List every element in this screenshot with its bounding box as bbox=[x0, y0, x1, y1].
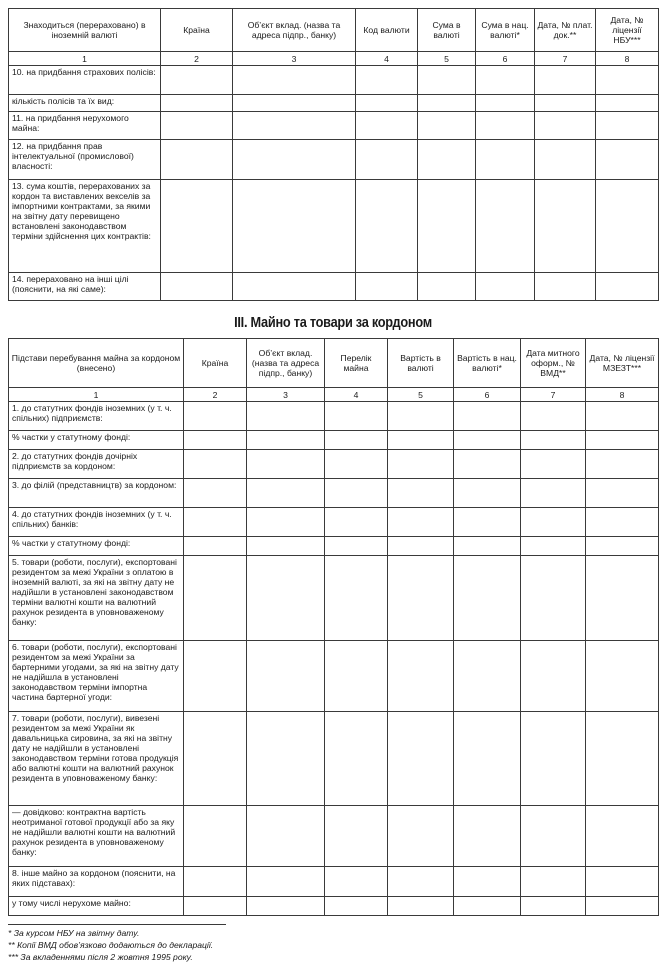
column-number: 1 bbox=[9, 52, 161, 66]
input-cell[interactable] bbox=[521, 431, 586, 450]
table1-header-row bbox=[9, 9, 659, 52]
input-cell[interactable] bbox=[521, 537, 586, 556]
input-cell[interactable] bbox=[247, 556, 325, 641]
input-cell[interactable] bbox=[388, 556, 454, 641]
footnote-divider bbox=[8, 924, 226, 925]
input-cell[interactable] bbox=[586, 508, 659, 537]
input-cell[interactable] bbox=[596, 95, 659, 112]
header-payment-doc-date-number: Дата, № плат. док.** bbox=[535, 9, 596, 52]
column-number: 5 bbox=[418, 52, 476, 66]
header-country: Країна bbox=[184, 339, 247, 388]
input-cell[interactable] bbox=[521, 867, 586, 897]
input-cell[interactable] bbox=[325, 431, 388, 450]
input-cell[interactable] bbox=[586, 479, 659, 508]
input-cell[interactable] bbox=[161, 66, 233, 95]
row-label-share-percent: % частки у статутному фонді: bbox=[9, 431, 184, 450]
table-row bbox=[9, 897, 659, 916]
header-value-in-currency: Вартість в валюті bbox=[388, 339, 454, 388]
input-cell[interactable] bbox=[325, 556, 388, 641]
input-cell[interactable] bbox=[521, 806, 586, 867]
table-row bbox=[9, 450, 659, 479]
input-cell[interactable] bbox=[521, 450, 586, 479]
input-cell[interactable] bbox=[521, 712, 586, 806]
input-cell[interactable] bbox=[596, 140, 659, 180]
table-row bbox=[9, 140, 659, 180]
input-cell[interactable] bbox=[418, 273, 476, 301]
column-number: 4 bbox=[325, 388, 388, 402]
header-amount-in-currency: Сума в валюті bbox=[418, 9, 476, 52]
column-number: 2 bbox=[161, 52, 233, 66]
input-cell[interactable] bbox=[247, 641, 325, 712]
input-cell[interactable] bbox=[161, 140, 233, 180]
input-cell[interactable] bbox=[454, 867, 521, 897]
table-row bbox=[9, 867, 659, 897]
input-cell[interactable] bbox=[356, 140, 418, 180]
header-value-in-national-currency: Вартість в нац. валюті* bbox=[454, 339, 521, 388]
input-cell[interactable] bbox=[233, 140, 356, 180]
row-label-including-real-estate: у тому числі нерухоме майно: bbox=[9, 897, 184, 916]
row-label-branches: 3. до філій (представництв) за кордоном: bbox=[9, 479, 184, 508]
input-cell[interactable] bbox=[233, 112, 356, 140]
input-cell[interactable] bbox=[454, 641, 521, 712]
input-cell[interactable] bbox=[476, 273, 535, 301]
input-cell[interactable] bbox=[521, 556, 586, 641]
input-cell[interactable] bbox=[247, 897, 325, 916]
input-cell[interactable] bbox=[476, 66, 535, 95]
input-cell[interactable] bbox=[521, 508, 586, 537]
input-cell[interactable] bbox=[586, 556, 659, 641]
input-cell[interactable] bbox=[454, 508, 521, 537]
table-row bbox=[9, 556, 659, 641]
input-cell[interactable] bbox=[325, 641, 388, 712]
input-cell[interactable] bbox=[535, 273, 596, 301]
input-cell[interactable] bbox=[247, 431, 325, 450]
input-cell[interactable] bbox=[388, 641, 454, 712]
input-cell[interactable] bbox=[388, 508, 454, 537]
column-number: 2 bbox=[184, 388, 247, 402]
input-cell[interactable] bbox=[454, 556, 521, 641]
footnote-nbu-rate: * За курсом НБУ на звітну дату. bbox=[8, 928, 140, 938]
header-investment-object: Об’єкт вклад. (назва та адреса підпр., банку) bbox=[233, 9, 356, 52]
table1-column-numbers-row bbox=[9, 52, 659, 66]
input-cell[interactable] bbox=[233, 180, 356, 273]
input-cell[interactable] bbox=[454, 450, 521, 479]
row-label-foreign-enterprises-funds: 1. до статутних фондів іноземних (у т. ч. спільних) підприємств: bbox=[9, 402, 184, 431]
column-number: 3 bbox=[233, 52, 356, 66]
row-label-reference-contract-value: — довідково: контрактна вартість неотриманої готової продукції або за яку не надійшли валютні кошти на валютний рахунок резидента в уповноваженому банку: bbox=[9, 806, 184, 867]
column-number: 4 bbox=[356, 52, 418, 66]
input-cell[interactable] bbox=[454, 712, 521, 806]
header-currency-code: Код валюти bbox=[356, 9, 418, 52]
table-row bbox=[9, 712, 659, 806]
table-row bbox=[9, 273, 659, 301]
input-cell[interactable] bbox=[586, 712, 659, 806]
input-cell[interactable] bbox=[454, 479, 521, 508]
input-cell[interactable] bbox=[476, 95, 535, 112]
input-cell[interactable] bbox=[325, 479, 388, 508]
input-cell[interactable] bbox=[161, 273, 233, 301]
input-cell[interactable] bbox=[418, 112, 476, 140]
footnote-investments-date: *** За вкладеннями після 2 жовтня 1995 року. bbox=[8, 952, 193, 962]
header-property-list: Перелік майна bbox=[325, 339, 388, 388]
input-cell[interactable] bbox=[247, 537, 325, 556]
input-cell[interactable] bbox=[388, 867, 454, 897]
input-cell[interactable] bbox=[325, 712, 388, 806]
input-cell[interactable] bbox=[521, 402, 586, 431]
row-label-intellectual-property: 12. на придбання прав інтелектуальної (промислової) власності: bbox=[9, 140, 161, 180]
row-label-other-property: 8. інше майно за кордоном (пояснити, на яких підставах): bbox=[9, 867, 184, 897]
column-number: 7 bbox=[535, 52, 596, 66]
header-grounds-for-property-abroad: Підстави перебування майна за кордоном (внесено) bbox=[9, 339, 184, 388]
header-amount-in-national-currency: Сума в нац. валюті* bbox=[476, 9, 535, 52]
row-label-other-purposes: 14. перераховано на інші цілі (пояснити, на які саме): bbox=[9, 273, 161, 301]
row-label-share-percent: % частки у статутному фонді: bbox=[9, 537, 184, 556]
input-cell[interactable] bbox=[454, 537, 521, 556]
input-cell[interactable] bbox=[476, 180, 535, 273]
row-label-import-contracts: 13. сума коштів, перерахованих за кордон та виставлених векселів за імпортними контрактами, за якими на звітну дату перевищено встановлені законодавством терміни здійснення цих контрактів: bbox=[9, 180, 161, 273]
input-cell[interactable] bbox=[454, 897, 521, 916]
input-cell[interactable] bbox=[418, 140, 476, 180]
input-cell[interactable] bbox=[161, 180, 233, 273]
column-number: 3 bbox=[247, 388, 325, 402]
input-cell[interactable] bbox=[586, 537, 659, 556]
input-cell[interactable] bbox=[247, 402, 325, 431]
table-row bbox=[9, 806, 659, 867]
input-cell[interactable] bbox=[247, 450, 325, 479]
input-cell[interactable] bbox=[184, 806, 247, 867]
input-cell[interactable] bbox=[388, 897, 454, 916]
input-cell[interactable] bbox=[184, 479, 247, 508]
table-row bbox=[9, 180, 659, 273]
input-cell[interactable] bbox=[596, 273, 659, 301]
input-cell[interactable] bbox=[418, 66, 476, 95]
input-cell[interactable] bbox=[535, 180, 596, 273]
header-transferred-in-foreign-currency: Знаходиться (перераховано) в іноземній валюті bbox=[9, 9, 161, 52]
input-cell[interactable] bbox=[521, 897, 586, 916]
input-cell[interactable] bbox=[454, 402, 521, 431]
input-cell[interactable] bbox=[596, 180, 659, 273]
input-cell[interactable] bbox=[325, 537, 388, 556]
footnotes bbox=[8, 927, 213, 963]
row-label-tolling-raw-materials: 7. товари (роботи, послуги), вивезені резидентом за межі України як давальницька сировина, за які на звітну дату не надійшли в установлені законодавством терміни готова продукція або валютні кошти на валютний рахунок резидента в уповноваженому банку: bbox=[9, 712, 184, 806]
table-row bbox=[9, 508, 659, 537]
input-cell[interactable] bbox=[233, 66, 356, 95]
input-cell[interactable] bbox=[247, 479, 325, 508]
input-cell[interactable] bbox=[184, 897, 247, 916]
column-number: 8 bbox=[596, 52, 659, 66]
input-cell[interactable] bbox=[247, 806, 325, 867]
row-label-exported-goods-currency: 5. товари (роботи, послуги), експортовані резидентом за межі України з оплатою в іноземній валюті, за які на звітну дату не надійшли в установлені законодавством терміни валютні кошти на валютний рахунок резидента в уповноваженому банку: bbox=[9, 556, 184, 641]
input-cell[interactable] bbox=[586, 867, 659, 897]
input-cell[interactable] bbox=[356, 95, 418, 112]
table-row bbox=[9, 112, 659, 140]
currency-transfers-table bbox=[8, 8, 659, 301]
input-cell[interactable] bbox=[586, 641, 659, 712]
column-number: 7 bbox=[521, 388, 586, 402]
input-cell[interactable] bbox=[325, 402, 388, 431]
table-row bbox=[9, 431, 659, 450]
table-row bbox=[9, 479, 659, 508]
input-cell[interactable] bbox=[388, 479, 454, 508]
input-cell[interactable] bbox=[184, 450, 247, 479]
column-number: 6 bbox=[476, 52, 535, 66]
header-nbu-license-date-number: Дата, № ліцензії НБУ*** bbox=[596, 9, 659, 52]
input-cell[interactable] bbox=[325, 450, 388, 479]
input-cell[interactable] bbox=[247, 712, 325, 806]
section-title: III. Майно та товари за кордоном bbox=[234, 315, 432, 331]
table-row bbox=[9, 641, 659, 712]
input-cell[interactable] bbox=[418, 180, 476, 273]
input-cell[interactable] bbox=[247, 508, 325, 537]
input-cell[interactable] bbox=[356, 112, 418, 140]
input-cell[interactable] bbox=[325, 508, 388, 537]
input-cell[interactable] bbox=[161, 95, 233, 112]
property-abroad-table bbox=[8, 338, 659, 916]
table-row bbox=[9, 95, 659, 112]
column-number: 5 bbox=[388, 388, 454, 402]
input-cell[interactable] bbox=[454, 806, 521, 867]
input-cell[interactable] bbox=[586, 402, 659, 431]
table-row bbox=[9, 537, 659, 556]
input-cell[interactable] bbox=[356, 180, 418, 273]
column-number: 8 bbox=[586, 388, 659, 402]
input-cell[interactable] bbox=[184, 641, 247, 712]
input-cell[interactable] bbox=[184, 537, 247, 556]
input-cell[interactable] bbox=[535, 95, 596, 112]
header-country: Країна bbox=[161, 9, 233, 52]
table-row bbox=[9, 402, 659, 431]
input-cell[interactable] bbox=[184, 431, 247, 450]
input-cell[interactable] bbox=[184, 402, 247, 431]
input-cell[interactable] bbox=[233, 273, 356, 301]
input-cell[interactable] bbox=[356, 66, 418, 95]
input-cell[interactable] bbox=[184, 508, 247, 537]
input-cell[interactable] bbox=[356, 273, 418, 301]
header-customs-clearance-date: Дата митного оформ., № ВМД** bbox=[521, 339, 586, 388]
input-cell[interactable] bbox=[388, 537, 454, 556]
input-cell[interactable] bbox=[521, 641, 586, 712]
header-investment-object: Об’єкт вклад. (назва та адреса підпр., банку) bbox=[247, 339, 325, 388]
input-cell[interactable] bbox=[247, 867, 325, 897]
column-number: 6 bbox=[454, 388, 521, 402]
input-cell[interactable] bbox=[325, 897, 388, 916]
input-cell[interactable] bbox=[476, 112, 535, 140]
table2-column-numbers-row bbox=[9, 388, 659, 402]
input-cell[interactable] bbox=[184, 556, 247, 641]
input-cell[interactable] bbox=[596, 112, 659, 140]
header-mzezt-license-date-number: Дата, № ліцензії МЗЕЗТ*** bbox=[586, 339, 659, 388]
input-cell[interactable] bbox=[388, 450, 454, 479]
input-cell[interactable] bbox=[388, 402, 454, 431]
input-cell[interactable] bbox=[325, 806, 388, 867]
input-cell[interactable] bbox=[535, 112, 596, 140]
input-cell[interactable] bbox=[586, 450, 659, 479]
input-cell[interactable] bbox=[388, 431, 454, 450]
input-cell[interactable] bbox=[521, 479, 586, 508]
row-label-exported-goods-barter: 6. товари (роботи, послуги), експортовані резидентом за межі України за бартерними угодами, за які на звітну дату не надійшла в установлені законодавством терміни імпортна частина бартерної угоди: bbox=[9, 641, 184, 712]
row-label-policies-count: кількість полісів та їх вид: bbox=[9, 95, 161, 112]
input-cell[interactable] bbox=[476, 140, 535, 180]
input-cell[interactable] bbox=[596, 66, 659, 95]
input-cell[interactable] bbox=[418, 95, 476, 112]
input-cell[interactable] bbox=[454, 431, 521, 450]
table2-header-row bbox=[9, 339, 659, 388]
row-label-foreign-banks-funds: 4. до статутних фондів іноземних (у т. ч. спільних) банків: bbox=[9, 508, 184, 537]
input-cell[interactable] bbox=[388, 712, 454, 806]
row-label-real-estate: 11. на придбання нерухомого майна: bbox=[9, 112, 161, 140]
input-cell[interactable] bbox=[184, 712, 247, 806]
row-label-subsidiaries-funds: 2. до статутних фондів дочірніх підприємств за кордоном: bbox=[9, 450, 184, 479]
input-cell[interactable] bbox=[586, 431, 659, 450]
table-row bbox=[9, 66, 659, 95]
input-cell[interactable] bbox=[586, 806, 659, 867]
input-cell[interactable] bbox=[233, 95, 356, 112]
input-cell[interactable] bbox=[535, 140, 596, 180]
row-label-insurance-policies: 10. на придбання страхових полісів: bbox=[9, 66, 161, 95]
input-cell[interactable] bbox=[586, 897, 659, 916]
input-cell[interactable] bbox=[535, 66, 596, 95]
input-cell[interactable] bbox=[161, 112, 233, 140]
input-cell[interactable] bbox=[184, 867, 247, 897]
input-cell[interactable] bbox=[325, 867, 388, 897]
input-cell[interactable] bbox=[388, 806, 454, 867]
footnote-vmd-copies: ** Копії ВМД обов’язково додаються до декларації. bbox=[8, 940, 214, 950]
column-number: 1 bbox=[9, 388, 184, 402]
